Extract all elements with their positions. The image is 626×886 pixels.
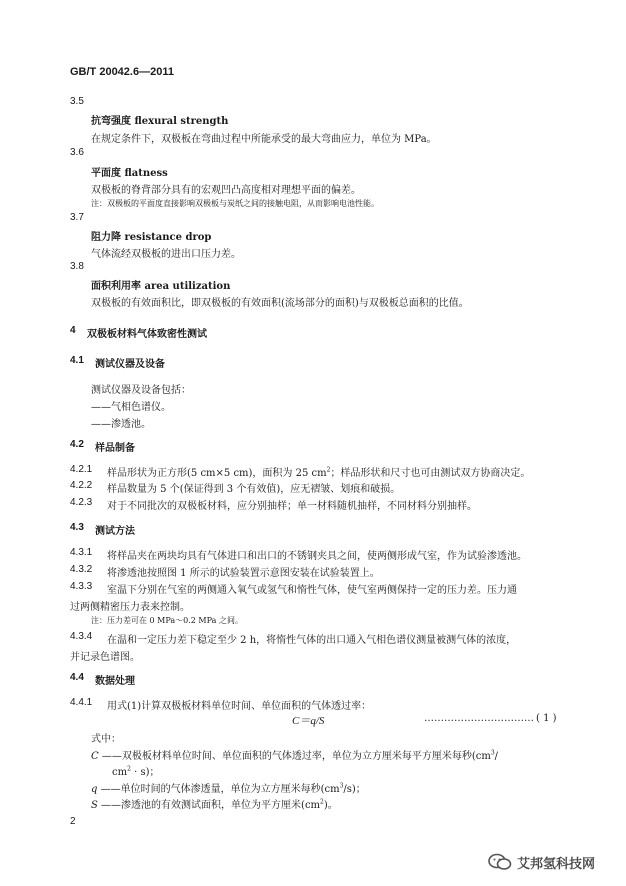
section-4-title: 双极板材料气体致密性测试 bbox=[87, 329, 207, 340]
clause-text-cont: 并记录色谱图。 bbox=[70, 652, 140, 663]
def-number: 3.7 bbox=[70, 212, 84, 223]
def-term: 阻力降 resistance drop bbox=[91, 232, 212, 243]
list-intro: 测试仪器及设备包括： bbox=[91, 385, 191, 396]
clause-text: 样品形状为正方形(5 cm×5 cm)，面积为 25 $cm^2$；样品形状和尺寸也可由测试双方协商决定。 bbox=[107, 466, 531, 479]
clause-text: 对于不同批次的双极板材料，应分别抽样；单一材料随机抽样，不同材料分别抽样。 bbox=[107, 501, 477, 512]
where-label: 式中： bbox=[91, 734, 121, 745]
section-4-number: 4 bbox=[70, 325, 76, 336]
section-4-1-number: 4.1 bbox=[70, 355, 84, 366]
def-number: 3.5 bbox=[70, 96, 84, 107]
def-number: 3.6 bbox=[70, 147, 84, 158]
section-4-4-title: 数据处理 bbox=[95, 676, 135, 687]
symbol-definition: C ——双极板材料单位时间、单位面积的气体透过率，单位为立方厘米每平方厘米每秒($cm^3/$ bbox=[91, 749, 499, 762]
watermark-text: 艾邦氢科技网 bbox=[517, 857, 596, 872]
clause-number: 4.2.3 bbox=[70, 497, 93, 508]
section-4-4-number: 4.4 bbox=[70, 672, 84, 683]
clause-number: 4.3.1 bbox=[70, 547, 93, 558]
wechat-icon bbox=[487, 852, 513, 872]
list-item: ——气相色谱仪。 bbox=[91, 402, 171, 413]
section-4-2-title: 样品制备 bbox=[95, 443, 135, 454]
equation-leader: …………………………… bbox=[424, 713, 534, 724]
def-number: 3.8 bbox=[70, 261, 84, 272]
def-term: 平面度 flatness bbox=[91, 168, 168, 179]
def-term: 抗弯强度 flexural strength bbox=[91, 116, 229, 127]
clause-number: 4.3.2 bbox=[70, 564, 93, 575]
clause-text: 样品数量为 5 个(保证得到 3 个有效值)，应无褶皱、划痕和破损。 bbox=[107, 484, 401, 495]
clause-text: 将样品夹在两块均具有气体进口和出口的不锈钢夹具之间，使两侧形成气室，作为试验渗透池。 bbox=[107, 551, 527, 562]
clause-number: 4.3.3 bbox=[70, 581, 93, 592]
clause-number: 4.2.2 bbox=[70, 480, 93, 491]
clause-text-cont: 过两侧精密压力表来控制。 bbox=[70, 602, 190, 613]
clause-text: 用式(1)计算双极板材料单位时间、单位面积的气体透过率： bbox=[107, 701, 372, 712]
clause-text: 将渗透池按照图 1 所示的试验装置示意图安装在试验装置上。 bbox=[107, 568, 380, 579]
list-item: ——渗透池。 bbox=[91, 419, 151, 430]
symbol-definition-cont: $cm^2 \cdot s$)； bbox=[112, 765, 160, 778]
clause-note: 注：压力差可在 0 MPa～0.2 MPa 之间。 bbox=[91, 616, 243, 625]
clause-text: 在温和一定压力差下稳定至少 2 h，将惰性气体的出口通入气相色谱仪测量被测气体的浓度， bbox=[107, 635, 517, 646]
page-number: 2 bbox=[70, 816, 76, 827]
clause-number: 4.4.1 bbox=[70, 697, 93, 708]
def-desc: 气体流经双极板的进出口压力差。 bbox=[91, 249, 241, 260]
formula: C＝q/S bbox=[292, 715, 325, 727]
section-4-1-title: 测试仪器及设备 bbox=[95, 359, 165, 370]
section-4-3-number: 4.3 bbox=[70, 522, 84, 533]
def-note: 注：双极板的平面度直接影响双极板与炭纸之间的接触电阻，从而影响电池性能。 bbox=[91, 199, 379, 208]
def-desc: 双极板的有效面积比，即双极板的有效面积(流场部分的面积)与双极板总面积的比值。 bbox=[91, 298, 469, 309]
standard-code: GB/T 20042.6—2011 bbox=[70, 66, 174, 78]
clause-text: 室温下分别在气室的两侧通入氧气或氢气和惰性气体，使气室两侧保持一定的压力差。压力通 bbox=[107, 585, 517, 596]
section-4-2-number: 4.2 bbox=[70, 439, 84, 450]
symbol-definition: S ——渗透池的有效测试面积，单位为平方厘米$(cm^2)$。 bbox=[91, 798, 338, 811]
symbol-definition: q ——单位时间的气体渗透量，单位为立方厘米每秒$(cm^3/s)$； bbox=[91, 782, 366, 795]
def-term: 面积利用率 area utilization bbox=[91, 281, 231, 292]
def-desc: 在规定条件下，双极板在弯曲过程中所能承受的最大弯曲应力，单位为 MPa。 bbox=[91, 134, 437, 145]
clause-number: 4.3.4 bbox=[70, 631, 93, 642]
section-4-3-title: 测试方法 bbox=[95, 526, 135, 537]
equation-number: ( 1 ) bbox=[536, 713, 557, 724]
clause-number: 4.2.1 bbox=[70, 464, 93, 475]
def-desc: 双极板的脊背部分具有的宏观凹凸高度相对理想平面的偏差。 bbox=[91, 185, 361, 196]
